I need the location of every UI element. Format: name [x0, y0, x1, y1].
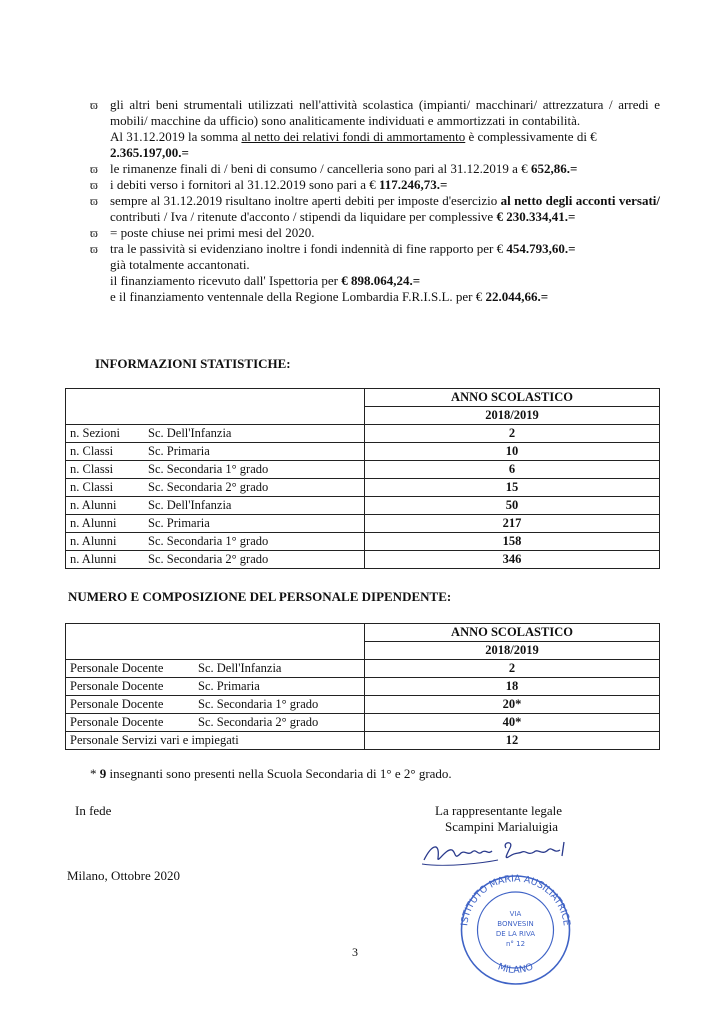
- row-label-cell: [66, 443, 365, 461]
- text: Al 31.12.2019 la somma: [110, 129, 242, 144]
- legal-title: La rappresentante legale: [435, 803, 563, 818]
- row-label-b: Sc. Dell'Infanzia: [148, 426, 232, 440]
- row-value: 2: [365, 660, 660, 678]
- row-label-b: Sc. Primaria: [148, 516, 210, 530]
- row-label-cell: [66, 696, 365, 714]
- row-label-b: Sc. Dell'Infanzia: [198, 661, 282, 675]
- bullet-debiti-imposte: [90, 193, 660, 225]
- footnote: [90, 766, 452, 782]
- row-label-cell: [66, 425, 365, 443]
- row-label-cell: [66, 732, 365, 750]
- legal-block: [435, 803, 562, 835]
- row-label-a: Personale Docente: [70, 661, 164, 675]
- row-label-cell: [66, 533, 365, 551]
- row-label-cell: [66, 479, 365, 497]
- col-header: ANNO SCOLASTICO: [365, 389, 660, 407]
- row-value: 15: [365, 479, 660, 497]
- row-value: 2: [365, 425, 660, 443]
- table-row: [66, 443, 660, 461]
- row-label-b: Sc. Dell'Infanzia: [148, 498, 232, 512]
- row-label-b: Sc. Secondaria 2° grado: [148, 480, 269, 494]
- amount: 652,86.=: [530, 161, 578, 176]
- row-value: 12: [365, 732, 660, 750]
- row-label-cell: [66, 497, 365, 515]
- table-header-row: [66, 624, 660, 642]
- finanziamento-regione: [90, 289, 660, 305]
- row-label-a: n. Alunni: [70, 552, 117, 566]
- bullet-symbol: ϖ: [90, 162, 98, 176]
- amount: € 230.334,41.=: [496, 209, 576, 224]
- school-stamp: [453, 872, 578, 987]
- row-label-b: Sc. Secondaria 1° grado: [148, 462, 269, 476]
- empty-cell: [66, 624, 365, 642]
- col-year: 2018/2019: [365, 642, 660, 660]
- text: tra le passività si evidenziano inoltre i fondi indennità di fine rapporto per €: [110, 241, 507, 256]
- text: contributi / Iva / ritenute d'acconto / stipendi da liquidare per complessive: [110, 209, 497, 224]
- row-value: 346: [365, 551, 660, 569]
- row-label-cell: [66, 660, 365, 678]
- amount: 117.246,73.=: [378, 177, 448, 192]
- row-label-a: n. Alunni: [70, 516, 117, 530]
- row-value: 50: [365, 497, 660, 515]
- stats-table: [65, 388, 660, 569]
- table-row: [66, 732, 660, 750]
- bullet-passivita: [90, 241, 660, 273]
- row-label-a: Personale Docente: [70, 715, 164, 729]
- col-year: 2018/2019: [365, 407, 660, 425]
- table-row: [66, 425, 660, 443]
- text: sempre al 31.12.2019 risultano inoltre aperti debiti per imposte d'esercizio: [110, 193, 501, 208]
- text: gli altri beni strumentali utilizzati nell'attività scolastica (impianti/ macchinari/ attrezzatura / arredi e mobili/ macchine da ufficio) sono analiticamente individuati e ammortizzati in contabilità.: [110, 97, 660, 128]
- text: e il finanziamento ventennale della Regione Lombardia F.R.I.S.L. per €: [110, 289, 486, 304]
- row-label-b: Sc. Secondaria 1° grado: [198, 697, 319, 711]
- stamp-line4: n° 12: [505, 940, 526, 948]
- row-value: 18: [365, 678, 660, 696]
- stamp-ring-bottom: MILANO: [496, 961, 535, 976]
- text: le rimanenze finali di / beni di consumo / cancelleria sono pari al 31.12.2019 a €: [110, 161, 531, 176]
- finanziamento-ispettoria: [90, 273, 660, 289]
- stamp-line2: BONVESIN: [497, 920, 534, 928]
- amount: 454.793,60.=: [506, 241, 576, 256]
- stats-heading: INFORMAZIONI STATISTICHE:: [95, 356, 291, 371]
- bullet-symbol: ϖ: [90, 242, 98, 256]
- row-label-a: n. Alunni: [70, 534, 117, 548]
- ammortamento-line: [90, 129, 660, 161]
- table-row: [66, 660, 660, 678]
- row-label-a: n. Sezioni: [70, 426, 120, 440]
- col-header: ANNO SCOLASTICO: [365, 624, 660, 642]
- stamp-ring-top: ISTITUTO MARIA AUSILIATRICE: [459, 873, 572, 927]
- staff-heading: NUMERO E COMPOSIZIONE DEL PERSONALE DIPENDENTE:: [68, 589, 452, 604]
- stamp-line1: VIA: [509, 910, 522, 918]
- legal-name: Scampini Marialuigia: [445, 819, 559, 834]
- table-header-row: [66, 389, 660, 407]
- amount: 22.044,66.=: [485, 289, 549, 304]
- row-value: 40*: [365, 714, 660, 732]
- table-row: [66, 497, 660, 515]
- bullet-symbol: ϖ: [90, 194, 98, 208]
- row-label-a: n. Classi: [70, 444, 114, 458]
- signature: [418, 834, 578, 872]
- bullet-symbol: ϖ: [90, 98, 98, 112]
- row-label-b: Sc. Primaria: [148, 444, 210, 458]
- amount: 2.365.197,00.=: [110, 145, 189, 160]
- bullet-symbol: ϖ: [90, 178, 98, 192]
- row-label-a: n. Alunni: [70, 498, 117, 512]
- row-label-a: Personale Docente: [70, 697, 164, 711]
- table-header-row: [66, 407, 660, 425]
- row-value: 158: [365, 533, 660, 551]
- text: già totalmente accantonati.: [110, 257, 250, 272]
- table-row: [66, 479, 660, 497]
- table-row: [66, 461, 660, 479]
- bullet-list: [90, 97, 660, 305]
- empty-cell: [66, 389, 365, 407]
- staff-table: [65, 623, 660, 750]
- row-label-b: Sc. Secondaria 2° grado: [148, 552, 269, 566]
- row-label-a: Personale Servizi vari e impiegati: [70, 733, 239, 747]
- row-value: 20*: [365, 696, 660, 714]
- amount: € 898.064,24.=: [341, 273, 421, 288]
- row-label-a: Personale Docente: [70, 679, 164, 693]
- bullet-beni-strumentali: [90, 97, 660, 129]
- footnote-text: insegnanti sono presenti nella Scuola Secondaria di 1° e 2° grado.: [106, 766, 452, 781]
- row-label-b: Sc. Primaria: [198, 679, 260, 693]
- row-label-cell: [66, 678, 365, 696]
- table-row: [66, 678, 660, 696]
- underlined-text: al netto dei relativi fondi di ammortamento: [241, 129, 466, 144]
- in-fede: In fede: [75, 803, 112, 818]
- table-row: [66, 551, 660, 569]
- empty-cell: [66, 642, 365, 660]
- footnote-number: 9: [99, 766, 107, 781]
- bullet-debiti-fornitori: [90, 177, 660, 193]
- bullet-rimanenze: [90, 161, 660, 177]
- text: = poste chiuse nei primi mesi del 2020.: [110, 225, 315, 240]
- table-row: [66, 533, 660, 551]
- row-value: 6: [365, 461, 660, 479]
- footnote-star: *: [90, 766, 100, 781]
- text: i debiti verso i fornitori al 31.12.2019 sono pari a €: [110, 177, 379, 192]
- bullet-poste-chiuse: [90, 225, 660, 241]
- text: il finanziamento ricevuto dall' Ispettoria per: [110, 273, 342, 288]
- bullet-symbol: ϖ: [90, 226, 98, 240]
- stamp-line3: DE LA RIVA: [495, 930, 536, 938]
- table-row: [66, 696, 660, 714]
- row-label-cell: [66, 714, 365, 732]
- row-value: 217: [365, 515, 660, 533]
- page-number: 3: [352, 945, 358, 959]
- empty-cell: [66, 407, 365, 425]
- row-label-a: n. Classi: [70, 480, 114, 494]
- row-label-cell: [66, 515, 365, 533]
- text: è complessivamente di €: [465, 129, 597, 144]
- row-label-cell: [66, 461, 365, 479]
- place-date: Milano, Ottobre 2020: [67, 868, 181, 883]
- row-label-b: Sc. Secondaria 2° grado: [198, 715, 319, 729]
- row-label-a: n. Classi: [70, 462, 114, 476]
- row-label-b: Sc. Secondaria 1° grado: [148, 534, 269, 548]
- table-header-row: [66, 642, 660, 660]
- bold-text: al netto degli acconti versati/: [500, 193, 660, 208]
- table-row: [66, 714, 660, 732]
- table-row: [66, 515, 660, 533]
- row-value: 10: [365, 443, 660, 461]
- row-label-cell: [66, 551, 365, 569]
